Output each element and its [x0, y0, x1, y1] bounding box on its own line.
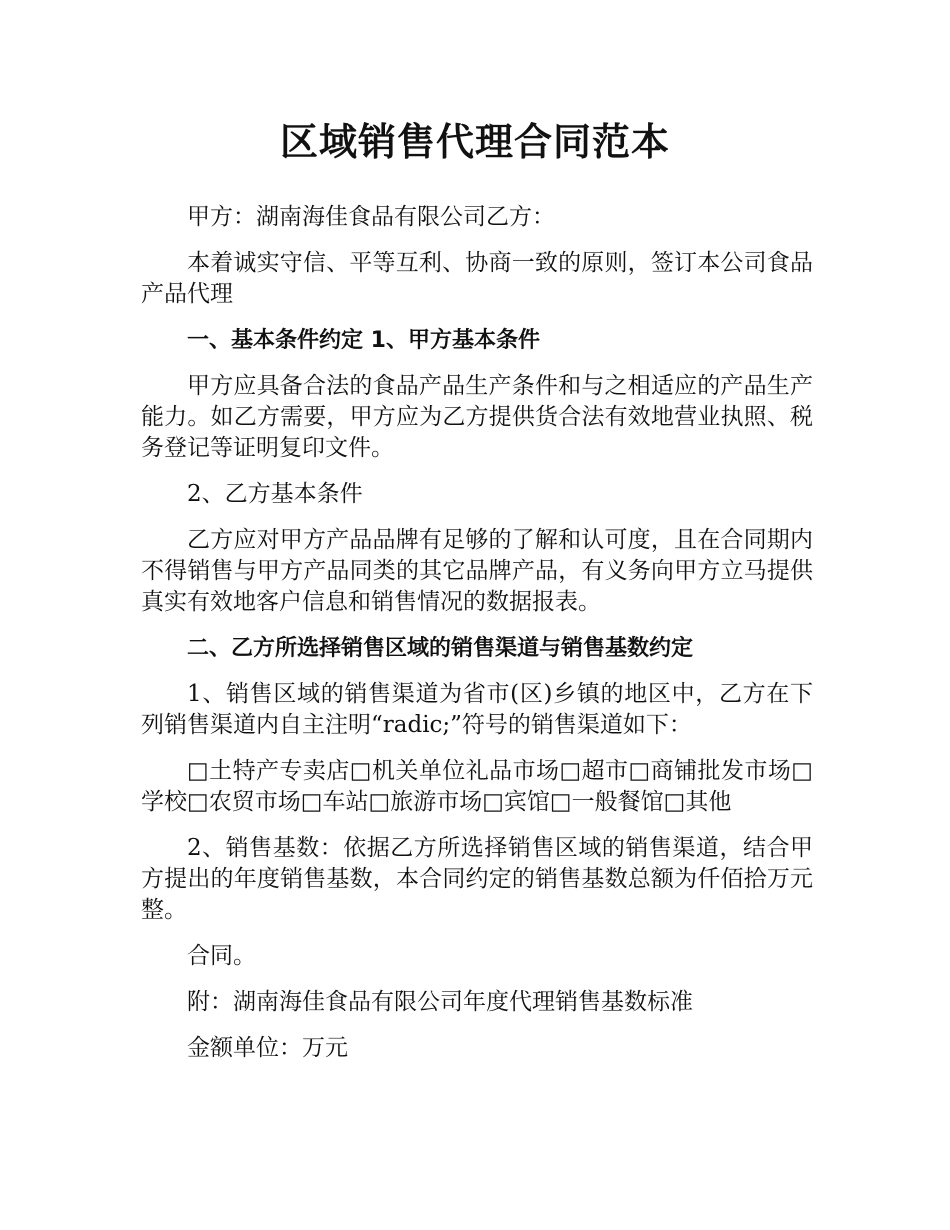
amount-unit-line: 金额单位：万元: [187, 1035, 348, 1061]
sales-channel-paragraph: 1、销售区域的销售渠道为省市(区)乡镇的地区中，乙方在下列销售渠道内自主注明“radic;”符号的销售渠道如下：: [141, 681, 813, 738]
sales-channel-options: □土特产专卖店□机关单位礼品市场□超市□商铺批发市场□学校□农贸市场□车站□旅游市场□宾馆□一般餐馆□其他: [141, 758, 813, 815]
document-body: [141, 202, 813, 1079]
contract-line: 合同。: [187, 943, 256, 969]
party-a-conditions-paragraph: 甲方应具备合法的食品产品生产条件和与之相适应的产品生产能力。如乙方需要，甲方应为乙方提供货合法有效地营业执照、税务登记等证明复印文件。: [141, 373, 813, 461]
preamble-paragraph: 本着诚实守信、平等互利、协商一致的原则，签订本公司食品产品代理: [141, 250, 813, 307]
party-b-conditions-paragraph: 乙方应对甲方产品品牌有足够的了解和认可度，且在合同期内不得销售与甲方产品同类的其它品牌产品，有义务向甲方立马提供真实有效地客户信息和销售情况的数据报表。: [141, 527, 813, 615]
sales-base-paragraph: 2、销售基数：依据乙方所选择销售区域的销售渠道，结合甲方提出的年度销售基数，本合同约定的销售基数总额为仟佰拾万元整。: [141, 835, 813, 923]
section-heading-sales-channels: 二、乙方所选择销售区域的销售渠道与销售基数约定: [187, 636, 694, 661]
party-a-line: 甲方：湖南海佳食品有限公司乙方：: [187, 204, 555, 230]
section-heading-basic-conditions: 一、基本条件约定 1、甲方基本条件: [187, 328, 540, 353]
appendix-line: 附：湖南海佳食品有限公司年度代理销售基数标准: [187, 989, 693, 1015]
party-b-conditions-heading: 2、乙方基本条件: [187, 481, 363, 507]
document-title: 区域销售代理合同范本: [279, 120, 670, 164]
